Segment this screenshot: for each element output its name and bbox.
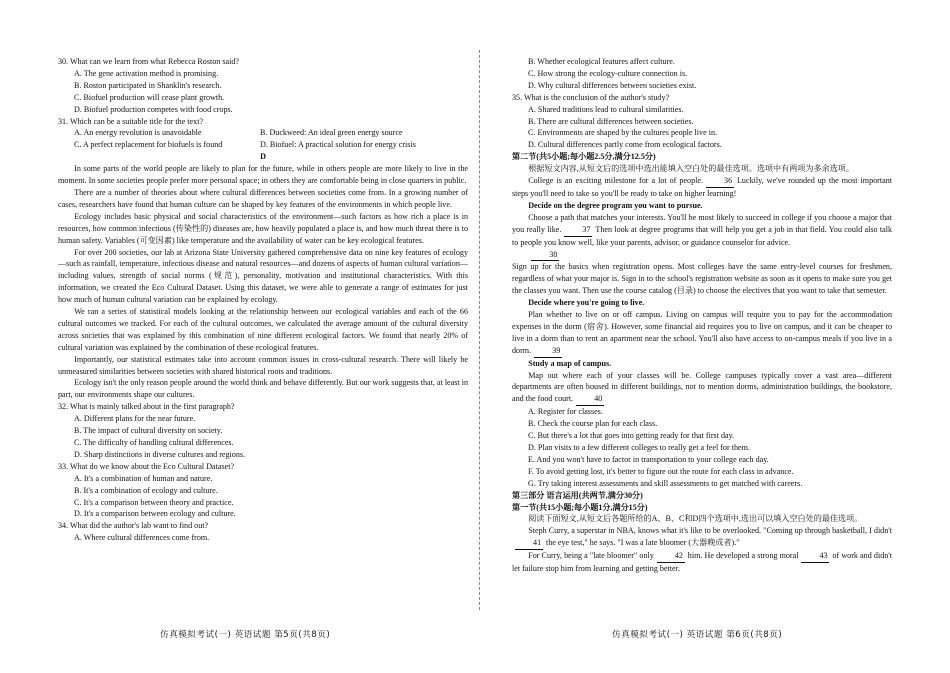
cloze-2-text-b: him. He developed a strong moral: [687, 551, 799, 561]
left-column: [58, 56, 468, 544]
question-35-option-c: C. Environments are shaped by the cultures people live in.: [528, 128, 718, 138]
passage-d-paragraph-3: Ecology includes basic physical and social characteristics of the environment—such factors as how rich a place is in resources, how common infectious (传染性的) diseases are, how heavily populated a place is, and how much threat there is to human safety. Variables (可变因素) like temperature and the availability of water can be key ecological features.: [58, 211, 468, 245]
gap-fill-option-c: C. But there's a lot that goes into getting ready for that first day.: [528, 431, 735, 441]
question-31-option-a: A. An energy revolution is unavoidable: [74, 128, 202, 138]
gap-fill-intro: [512, 175, 892, 200]
cloze-1-text-a: Steph Curry, a superstar in NBA, knows what it's like to be overlooked. "Coming up through basketball, I didn't: [528, 526, 892, 536]
question-34-option-c: C. How strong the ecology-culture connection is.: [528, 68, 688, 78]
passage-d-paragraph-4: For over 200 societies, our lab at Arizona State University gathered comprehensive data on nine key features of ecology—such as rainfall, temperature, infectious disease and natural resources—and dozens of aspects of human cultural variation—including values, strength of social norms (规范), personality, motivation and institutional characteristics. With this information, we created the Eco Cultural Dataset. Using this dataset, we were able to generate a range of estimates for just how much of human cultural variation can be explained by ecology.: [58, 247, 468, 305]
blank-41: 41: [515, 537, 543, 550]
blank-43: 43: [801, 550, 829, 563]
question-32-option-c: C. The difficulty of handling cultural differences.: [74, 438, 234, 447]
gap-fill-paragraph-3: [512, 309, 892, 358]
cloze-paragraph-1: [512, 525, 892, 550]
passage-d-label: D: [260, 152, 266, 162]
section-1-instructions: 阅读下面短文,从短文后各题所给的A、B、C和D四个选项中,选出可以填入空白处的最佳选项。: [528, 514, 863, 524]
passage-d-paragraph-5: We ran a series of statistical models looking at the relationship between our ecological variables and each of the 66 cultural outcomes we tracked. For each of the cultural outcomes, we calculated the average amount of the cultural diversity across societies that was explained by this combination of nine different ecological factors. We found that nearly 20% of cultural variation was explained by the combination of these ecological features.: [58, 307, 468, 352]
right-column: [512, 56, 892, 575]
question-34-option-d: D. Why cultural differences between societies exist.: [528, 80, 697, 90]
passage-d-paragraph-7: Ecology isn't the only reason people around the world think and behave differently. But our work suggests that, at least in part, our environments shape our cultures.: [58, 378, 468, 400]
gap-fill-option-d: D. Plan visits to a few different colleges to really get a feel for them.: [528, 443, 750, 452]
question-33-stem: 33. What do we know about the Eco Cultural Dataset?: [58, 461, 235, 471]
footer-page-5: 仿真模拟考试(一) 英语试题 第5页(共8页): [160, 630, 331, 640]
question-33-option-c: C. It's a comparison between theory and practice.: [74, 497, 234, 507]
question-32-option-a: A. Different plans for the near future.: [74, 414, 196, 424]
question-35-stem: 35. What is the conclusion of the author's study?: [512, 92, 670, 102]
section-1-heading: 第一节(共15小题;每小题1分,满分15分): [512, 502, 648, 512]
question-35-option-d: D. Cultural differences partly come from ecological factors.: [528, 140, 722, 150]
question-32-option-d: D. Sharp distinctions in diverse cultures and regions.: [74, 449, 246, 459]
gap-fill-option-e: E. And you won't have to factor in transportation to your college each day.: [528, 454, 769, 464]
section-2-heading: 第二节(共5小题;每小题2.5分,满分12.5分): [512, 152, 656, 162]
subheading-campus-map: Study a map of campus.: [528, 358, 612, 368]
gap-fill-paragraph-1: [512, 212, 892, 249]
question-31-option-b: B. Duckweed: An ideal green energy source: [260, 128, 403, 138]
paragraph-4-text: Map out where each of your classes will be. College campuses typically cover a vast area—different departments are often housed in different buildings, not to mention dorms, administration buildings, the bookstore, and the food court.: [512, 370, 892, 404]
question-32-option-b: B. The impact of cultural diversity on society.: [74, 426, 223, 436]
question-31-options-row-2: [58, 139, 468, 151]
question-34-stem: 34. What did the author's lab want to find out?: [58, 521, 209, 531]
question-30-option-d: D. Biofuel production competes with food crops.: [74, 104, 233, 114]
question-30-option-b: B. Roston participated in Shanklin's research.: [74, 80, 222, 90]
question-33-option-b: B. It's a combination of ecology and culture.: [74, 485, 218, 495]
blank-38: 38: [531, 249, 559, 262]
subheading-degree-program: Decide on the degree program you want to pursue.: [528, 200, 703, 210]
gap-fill-paragraph-2: Sign up for the basics when registration opens. Most colleges have the same entry-level courses for freshmen, regardless of what your major is. Sign in to the school's registration website as soon as it opens to make sure you get the classes you want. Then use the course catalog (目录) to choose the electives that you want to take that semester.: [512, 262, 892, 296]
paragraph-1-text-b: Then look at degree programs that will help you get a job in that field. You could also talk to people you know well, like your parents, advisor, or guidance counselor for advice.: [512, 224, 892, 247]
blank-39: 39: [534, 345, 562, 358]
gap-fill-blank-38-line: [512, 249, 892, 262]
gap-fill-option-g: G. Try taking interest assessments and skill assessments to get matched with careers.: [528, 478, 803, 488]
question-34-option-a: A. Where cultural differences come from.: [74, 533, 210, 543]
question-33-option-a: A. It's a combination of human and nature.: [74, 473, 213, 483]
question-30-stem: 30. What can we learn from what Rebecca Roston said?: [58, 57, 239, 66]
passage-d-paragraph-6: Importantly, our statistical estimates take into account common issues in cross-cultural research. There will likely be unmeasured similarities between societies with shared historical roots and traditions.: [58, 354, 468, 376]
question-31-options-row-1: [58, 127, 468, 139]
question-31-stem: 31. Which can be a suitable title for the text?: [58, 116, 204, 126]
column-divider: [479, 50, 480, 610]
question-34-option-b: B. Whether ecological features affect culture.: [528, 57, 675, 66]
gap-fill-option-f: F. To avoid getting lost, it's better to figure out the route for each class in advance.: [528, 466, 794, 476]
blank-42: 42: [657, 550, 685, 563]
gap-fill-paragraph-4: [512, 370, 892, 407]
gap-fill-option-a: A. Register for classes.: [528, 407, 603, 417]
question-35-option-b: B. There are cultural differences between societies.: [528, 116, 694, 126]
cloze-1-text-b: the eye test," he says. "I was a late bloomer (大器晚成者).": [546, 538, 740, 548]
blank-40: 40: [576, 393, 604, 406]
question-33-option-d: D. It's a comparison between ecology and culture.: [74, 509, 236, 519]
gap-fill-option-b: B. Check the course plan for each class.: [528, 419, 658, 429]
intro-text-a: College is an exciting milestone for a lot of people.: [528, 176, 703, 186]
paragraph-1-text-a: Choose a path that matches your interests. You'll be most likely to succeed in college if you choose a major that you really like.: [512, 212, 892, 234]
question-30-option-a: A. The gene activation method is promising.: [74, 68, 219, 78]
cloze-2-text-a: For Curry, being a "late bloomer" only: [528, 551, 654, 561]
subheading-where-to-live: Decide where you're going to live.: [528, 298, 645, 308]
question-32-stem: 32. What is mainly talked about in the first paragraph?: [58, 402, 235, 412]
passage-d-paragraph-2: There are a number of theories about where cultural differences between societies come from. In a growing number of cases, researchers have found that human culture can be shaped by key features of the environments in which people live.: [58, 187, 468, 209]
intro-text-b: Luckily, we've rounded up the most important steps you'll need to take so you'll be ready to take on higher learning!: [512, 176, 892, 198]
question-30-option-c: C. Biofuel production will cease plant growth.: [74, 92, 225, 102]
cloze-paragraph-2: [512, 550, 892, 575]
section-2-instructions: 根据短文内容,从短文后的选项中选出能填入空白处的最佳选项。选项中有两项为多余选项。: [528, 164, 854, 174]
footer-page-6: 仿真模拟考试(一) 英语试题 第6页(共8页): [612, 630, 783, 640]
part-3-heading: 第三部分 语言运用(共两节,满分30分): [512, 490, 643, 500]
blank-37: 37: [564, 224, 592, 237]
passage-d-paragraph-1: In some parts of the world people are likely to plan for the future, while in others people are more likely to live in the moment. In some societies people prefer more personal space; in others they are comfortable being in close quarters in public.: [58, 164, 468, 186]
blank-36: 36: [706, 175, 734, 188]
question-31-option-d: D. Biofuel: A practical solution for energy crisis: [260, 140, 416, 150]
paragraph-3-text: Plan whether to live on or off campus. Living on campus will require you to pay for the accommodation expenses in the dorm (宿舍). However, some financial aid requires you to live on campus, and it can be cheaper to live in a dorm than to rent an apartment near the school. You'll also have access to on-campus meals if you live in a dorm.: [512, 310, 892, 355]
question-35-option-a: A. Shared traditions lead to cultural similarities.: [528, 104, 684, 114]
cloze-2-text-c: of work and didn't let failure stop him from learning and getting better.: [512, 551, 892, 574]
question-31-option-c: C. A perfect replacement for biofuels is found: [74, 140, 223, 150]
